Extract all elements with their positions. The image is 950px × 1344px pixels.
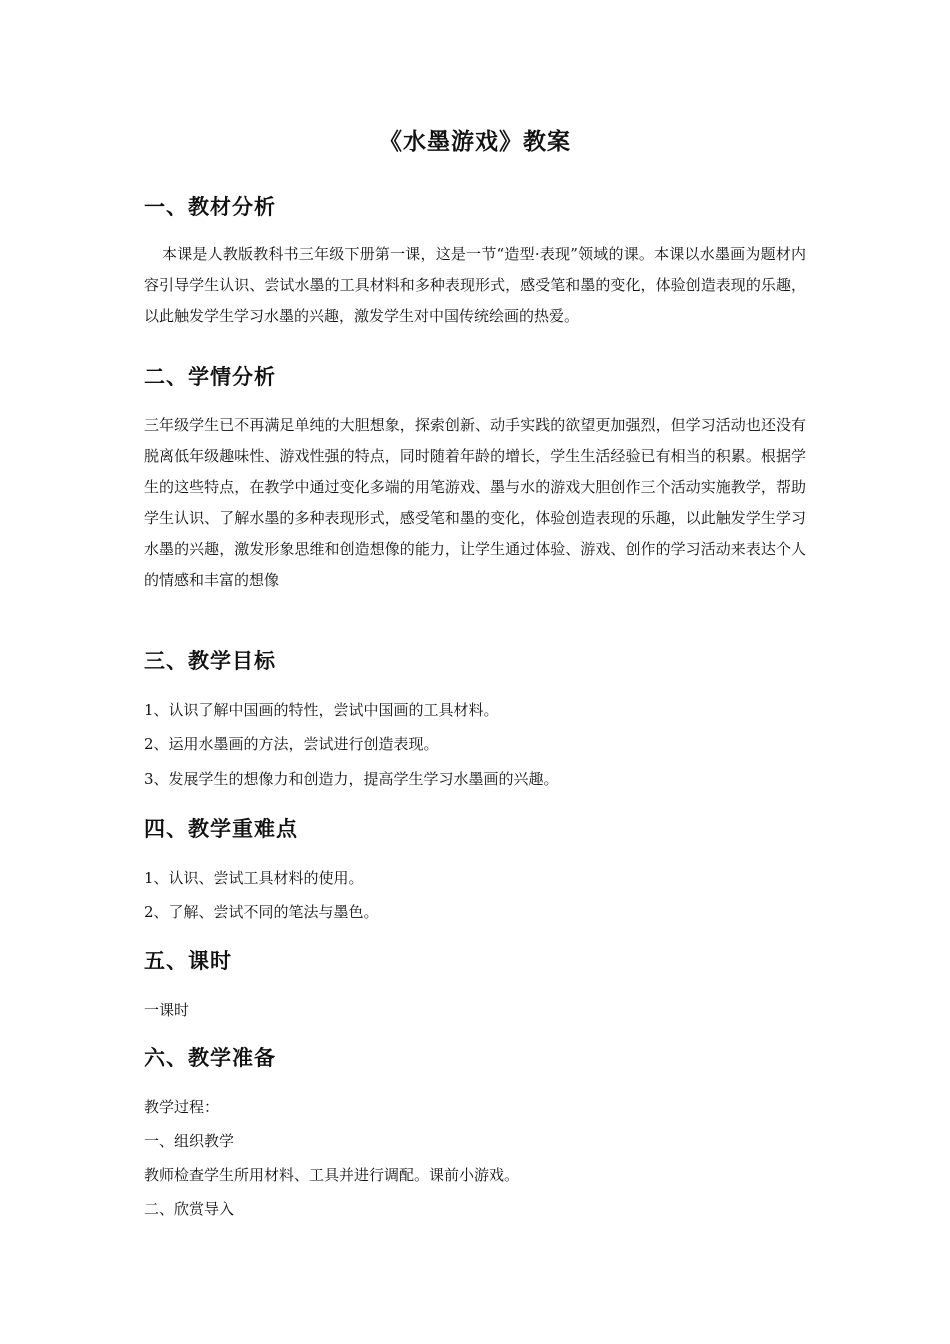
key-point-item: 1、认识、尝试工具材料的使用。 bbox=[144, 869, 364, 887]
section-heading-teaching-goals: 三、教学目标 bbox=[144, 649, 276, 673]
section-heading-preparation: 六、教学准备 bbox=[144, 1046, 276, 1070]
goal-item: 2、运用水墨画的方法，尝试进行创造表现。 bbox=[144, 735, 439, 753]
section-heading-key-points: 四、教学重难点 bbox=[144, 817, 298, 841]
section-heading-student-analysis: 二、学情分析 bbox=[144, 365, 276, 389]
goal-item: 1、认识了解中国画的特性，尝试中国画的工具材料。 bbox=[144, 701, 499, 719]
section-heading-textbook-analysis: 一、教材分析 bbox=[144, 195, 276, 219]
process-line: 二、欣赏导入 bbox=[144, 1200, 235, 1218]
section-heading-class-hours: 五、课时 bbox=[144, 949, 232, 973]
process-line: 一、组织教学 bbox=[144, 1132, 235, 1150]
process-line: 教师检查学生所用材料、工具并进行调配。课前小游戏。 bbox=[144, 1166, 520, 1184]
process-line: 教学过程： bbox=[144, 1098, 220, 1116]
key-point-item: 2、了解、尝试不同的笔法与墨色。 bbox=[144, 903, 379, 921]
goal-item: 3、发展学生的想像力和创造力，提高学生学习水墨画的兴趣。 bbox=[144, 770, 559, 788]
document-title: 《水墨游戏》教案 bbox=[379, 129, 571, 155]
section-text-student-analysis: 三年级学生已不再满足单纯的大胆想象，探索创新、动手实践的欲望更加强烈，但学习活动也还没有脱离低年级趣味性、游戏性强的特点，同时随着年龄的增长，学生生活经验已有相当的积累。根据学生的这些特点，在教学中通过变化多端的用笔游戏、墨与水的游戏大胆创作三个活动实施教学，帮助学生认识、了解水墨的多种表现形式，感受笔和墨的变化，体验创造表现的乐趣，以此触发学生学习水墨的兴趣，激发形象思维和创造想像的能力，让学生通过体验、游戏、创作的学习活动来表达个人的情感和丰富的想像 bbox=[144, 416, 806, 589]
class-hours-text: 一课时 bbox=[144, 1001, 190, 1019]
section-text-textbook-analysis: 本课是人教版教科书三年级下册第一课，这是一节“造型·表现”领域的课。本课以水墨画为题材内容引导学生认识、尝试水墨的工具材料和多种表现形式，感受笔和墨的变化，体验创造表现的乐趣，以此触发学生学习水墨的兴趣，激发学生对中国传统绘画的热爱。 bbox=[144, 245, 806, 325]
